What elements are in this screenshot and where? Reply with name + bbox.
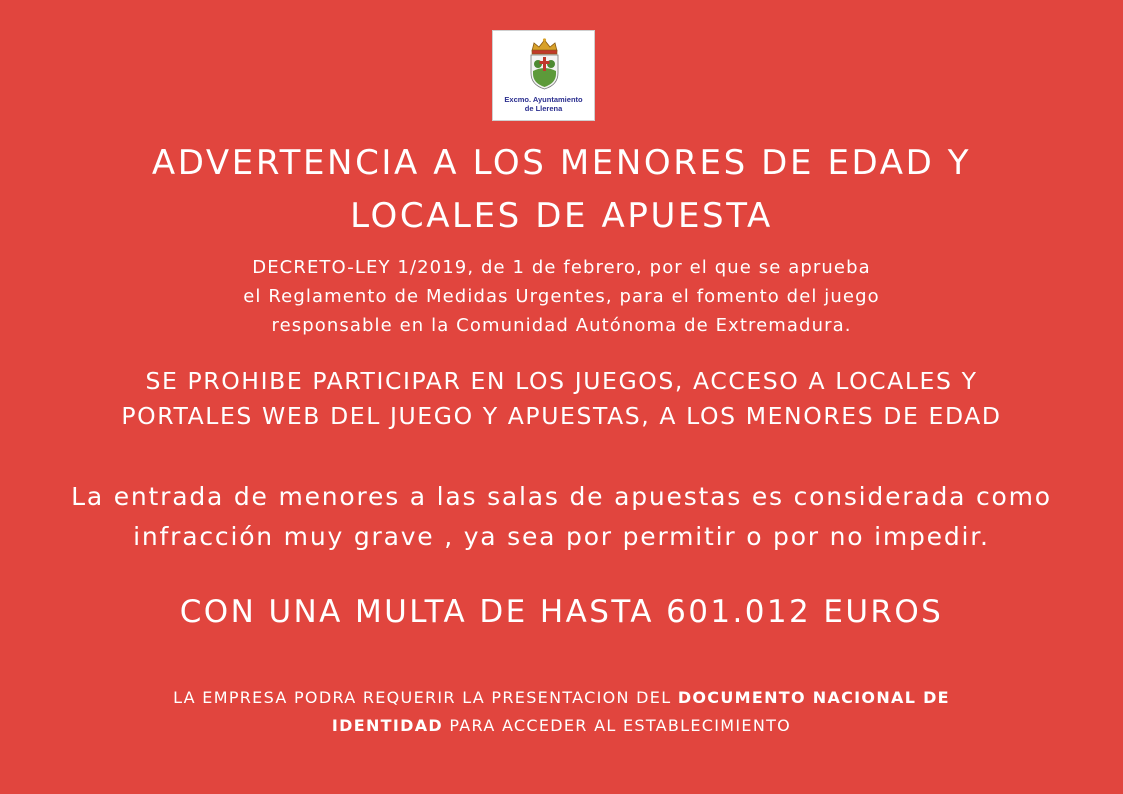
notice-line1 [0,684,1123,712]
notice-part2: PARA ACCEDER AL ESTABLECIMIENTO [443,716,792,735]
notice-line2 [0,712,1123,740]
entry-infraction [0,477,1123,557]
title-line1: ADVERTENCIA A LOS MENORES DE EDAD Y [151,143,972,183]
decree-line3: responsable en la Comunidad Autónoma de Extremadura. [271,315,852,336]
decree-reference [0,253,1123,340]
title-line2: LOCALES DE APUESTA [350,196,773,236]
entry-line2: infracción muy grave , ya sea por permitir o por no impedir. [133,522,990,551]
prohibition-line1: SE PROHIBE PARTICIPAR EN LOS JUEGOS, ACCESO A LOCALES Y [145,367,978,395]
notice-bold2: IDENTIDAD [331,716,443,735]
prohibition-line2: PORTALES WEB DEL JUEGO Y APUESTAS, A LOS MENORES DE EDAD [121,402,1002,430]
notice-bold1: DOCUMENTO NACIONAL DE [677,688,950,707]
coat-of-arms-icon [524,37,565,93]
decree-line1: DECRETO-LEY 1/2019, de 1 de febrero, por el que se aprueba [252,257,871,278]
logo-text-line1: Excmo. Ayuntamiento [504,95,583,104]
decree-line2: el Reglamento de Medidas Urgentes, para el fomento del juego [243,286,880,307]
id-requirement-notice [0,684,1123,740]
page-title [0,137,1123,243]
logo [492,30,595,121]
notice-part1: LA EMPRESA PODRA REQUERIR LA PRESENTACION DEL [173,688,678,707]
fine-amount: CON UNA MULTA DE HASTA 601.012 EUROS [179,594,944,630]
entry-line1: La entrada de menores a las salas de apuestas es considerada como [71,482,1052,511]
prohibition-notice [0,364,1123,434]
logo-text-line2: de Llerena [524,104,563,113]
